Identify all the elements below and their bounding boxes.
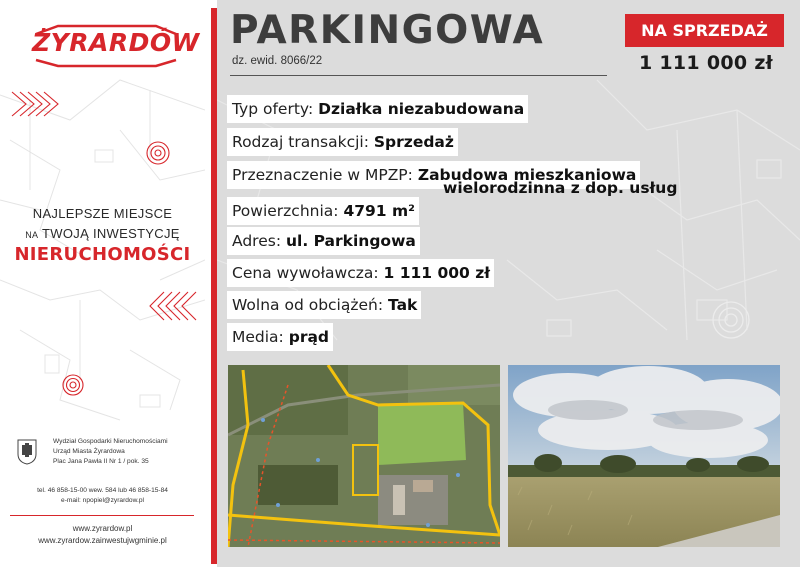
- property-utilities: [227, 323, 333, 351]
- aerial-photo: [228, 365, 500, 547]
- property-value-continued: wielorodzinna z dop. usług: [443, 179, 678, 197]
- property-label: Przeznaczenie w MPZP:: [232, 166, 413, 184]
- tagline-line2-prefix: NA: [25, 230, 39, 240]
- property-address: [227, 227, 420, 255]
- property-starting-price: [227, 259, 494, 287]
- brand-logo: [32, 22, 200, 70]
- property-label: Wolna od obciążeń:: [232, 296, 384, 314]
- office-email[interactable]: e-mail: npopiel@zyrardow.pl: [61, 497, 144, 505]
- field-photo: [508, 365, 780, 547]
- city-crest-icon: [17, 439, 37, 465]
- target-circle-icon: [713, 302, 749, 338]
- property-value: prąd: [288, 328, 330, 346]
- property-value: 1 111 000 zł: [383, 264, 490, 282]
- property-value: ul. Parkingowa: [285, 232, 416, 250]
- property-transaction-type: [227, 128, 458, 156]
- chevrons-right-icon: [12, 92, 58, 116]
- target-circle-icon: [63, 375, 83, 395]
- property-offer-type: [227, 95, 528, 123]
- property-value: Sprzedaż: [373, 133, 454, 151]
- tagline-line3: NIERUCHOMOŚCI: [14, 244, 191, 265]
- property-value: Działka niezabudowana: [318, 100, 525, 118]
- divider: [10, 515, 194, 516]
- property-value: Zabudowa mieszkaniowa: [417, 166, 637, 184]
- property-label: Typ oferty:: [232, 100, 314, 118]
- property-label: Powierzchnia:: [232, 202, 339, 220]
- property-label: Adres:: [232, 232, 282, 250]
- office-phone: tel. 46 858-15-00 wew. 584 lub 46 858-15-84: [37, 487, 168, 494]
- logo-text: ŻYRARDÓW: [32, 28, 200, 57]
- property-area: [227, 197, 419, 225]
- website-link-2[interactable]: www.zyrardow.zainwestujwgminie.pl: [38, 536, 167, 545]
- office-line1: Wydział Gospodarki Nieruchomościami: [53, 438, 168, 445]
- parcel-id: dz. ewid. 8066/22: [232, 55, 323, 67]
- property-value: 4791 m²: [343, 202, 415, 220]
- property-encumbrance: [227, 291, 421, 319]
- property-value: Tak: [388, 296, 418, 314]
- office-info: [0, 425, 205, 567]
- tagline-line2: [0, 226, 205, 241]
- office-line2: Urząd Miasta Żyrardowa: [53, 447, 125, 455]
- left-panel: [0, 0, 205, 567]
- property-label: Cena wywoławcza:: [232, 264, 379, 282]
- listing-price: 1 111 000 zł: [638, 52, 774, 74]
- office-line3: Plac Jana Pawła II Nr 1 / pok. 35: [53, 457, 149, 465]
- tagline-line1: NAJLEPSZE MIEJSCE: [32, 206, 173, 221]
- listing-title: PARKINGOWA: [230, 8, 545, 53]
- for-sale-badge: NA SPRZEDAŻ: [625, 14, 784, 47]
- divider: [230, 75, 607, 76]
- chevrons-left-icon: [150, 292, 196, 320]
- office-address: [53, 437, 203, 466]
- office-contact: [0, 486, 205, 507]
- website-link-1[interactable]: www.zyrardow.pl: [72, 524, 133, 533]
- right-panel: [217, 0, 800, 567]
- office-websites: [0, 523, 205, 547]
- property-label: Rodzaj transakcji:: [232, 133, 369, 151]
- tagline-line2-main: TWOJĄ INWESTYCJĘ: [42, 226, 180, 241]
- property-label: Media:: [232, 328, 284, 346]
